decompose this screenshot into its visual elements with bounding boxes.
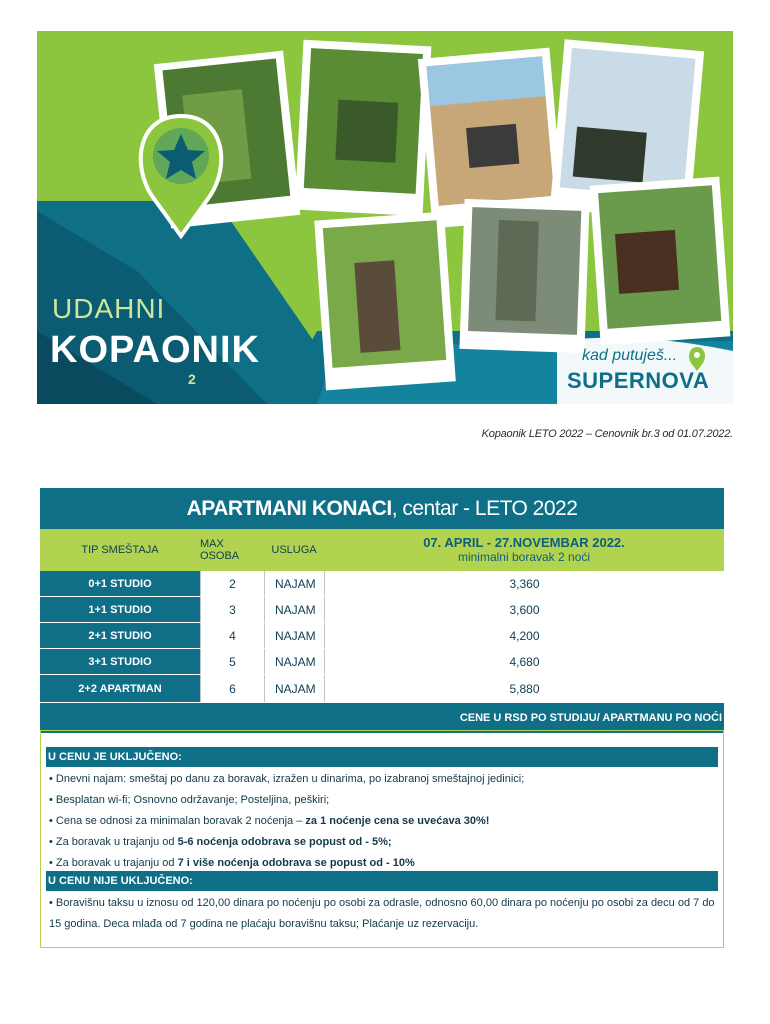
table-title-bold: APARTMANI KONACI [186, 497, 392, 520]
cell-price: 5,880 [324, 675, 724, 702]
headline-large [50, 329, 260, 387]
table-footer: CENE U RSD PO STUDIJU/ APARTMANU PO NOĆI [40, 703, 724, 733]
cell-max: 5 [200, 649, 264, 674]
table-header-row [40, 529, 724, 571]
cell-max: 6 [200, 675, 264, 702]
list-item-text: • Za boravak u trajanju od [49, 836, 178, 848]
table-row [40, 571, 724, 597]
list-item [49, 769, 524, 790]
list-item-bold: za 1 noćenje cena se uvećava 30%! [305, 815, 490, 827]
table-body [40, 571, 724, 703]
cell-service: NAJAM [264, 649, 324, 674]
cell-price: 4,680 [324, 649, 724, 674]
excluded-text: • Boravišnu taksu u iznosu od 120,00 dinara po noćenju po osobi za odrasle, odnosno 60,00 dinara po noćenju po osobi za decu od 7 do 15 godina. Deca mlađa od 7 godina ne plaćaju boravišnu taksu; Plaćanje uz rezervaciju. [49, 897, 715, 930]
headline-subscript: 2 [188, 371, 197, 387]
min-stay: minimalni boravak 2 noći [457, 550, 591, 564]
cell-service: NAJAM [264, 597, 324, 622]
price-list-caption: Kopaonik LETO 2022 – Cenovnik br.3 od 01.07.2022. [481, 428, 733, 440]
photo-coaster [295, 40, 432, 216]
terms-box [40, 730, 724, 948]
header-type: TIP SMEŠTAJA [81, 544, 159, 556]
cell-price: 4,200 [324, 623, 724, 648]
table-row [40, 597, 724, 623]
photo-cliff [459, 199, 589, 353]
list-item [49, 832, 524, 853]
table-title-rest: , centar - LETO 2022 [391, 497, 578, 520]
price-table [40, 488, 724, 733]
list-item-text: • Za boravak u trajanju od [49, 857, 178, 869]
list-item-text: • Dnevni najam: smeštaj po danu za boravak, izražen u dinarima, po izabranoj smeštajnoj jedinici; [49, 773, 525, 785]
cell-type: 0+1 STUDIO [40, 571, 200, 596]
cell-type: 2+1 STUDIO [40, 623, 200, 648]
headline-small: UDAHNI [52, 293, 166, 324]
cell-type: 3+1 STUDIO [40, 649, 200, 674]
included-heading: U CENU JE UKLJUČENO: [46, 747, 718, 767]
table-row [40, 649, 724, 675]
brand-logo: SUPERNOVA [567, 368, 710, 393]
photo-horse [590, 177, 731, 346]
excluded-heading: U CENU NIJE UKLJUČENO: [46, 871, 718, 891]
list-item [49, 790, 524, 811]
headline-large-text: KOPAONIK [50, 329, 260, 371]
list-item-bold: 5-6 noćenja odobrava se popust od - 5%; [177, 836, 392, 848]
cell-max: 3 [200, 597, 264, 622]
list-item-text: • Besplatan wi-fi; Osnovno održavanje; Posteljina, peškiri; [49, 794, 330, 806]
list-item-bold: 7 i više noćenja odobrava se popust od - 10% [177, 857, 415, 869]
cell-max: 2 [200, 571, 264, 596]
cell-service: NAJAM [264, 675, 324, 702]
cell-type: 1+1 STUDIO [40, 597, 200, 622]
table-row [40, 675, 724, 703]
list-item [49, 811, 524, 832]
cell-max: 4 [200, 623, 264, 648]
cell-price: 3,600 [324, 597, 724, 622]
header-period [324, 529, 724, 571]
cell-price: 3,360 [324, 571, 724, 596]
header-service: USLUGA [271, 544, 317, 556]
tagline: kad putuješ... [582, 347, 678, 364]
table-row [40, 623, 724, 649]
cell-type: 2+2 APARTMAN [40, 675, 200, 702]
list-item-text: • Cena se odnosi za minimalan boravak 2 noćenja – [49, 815, 306, 827]
table-title [40, 488, 724, 529]
hero-banner [37, 31, 733, 404]
cell-service: NAJAM [264, 623, 324, 648]
included-list [49, 769, 524, 874]
period-dates: 07. APRIL - 27.NOVEMBAR 2022. [423, 535, 625, 550]
photo-archery [314, 212, 456, 391]
header-max: MAX OSOBA [200, 538, 240, 562]
cell-service: NAJAM [264, 571, 324, 596]
